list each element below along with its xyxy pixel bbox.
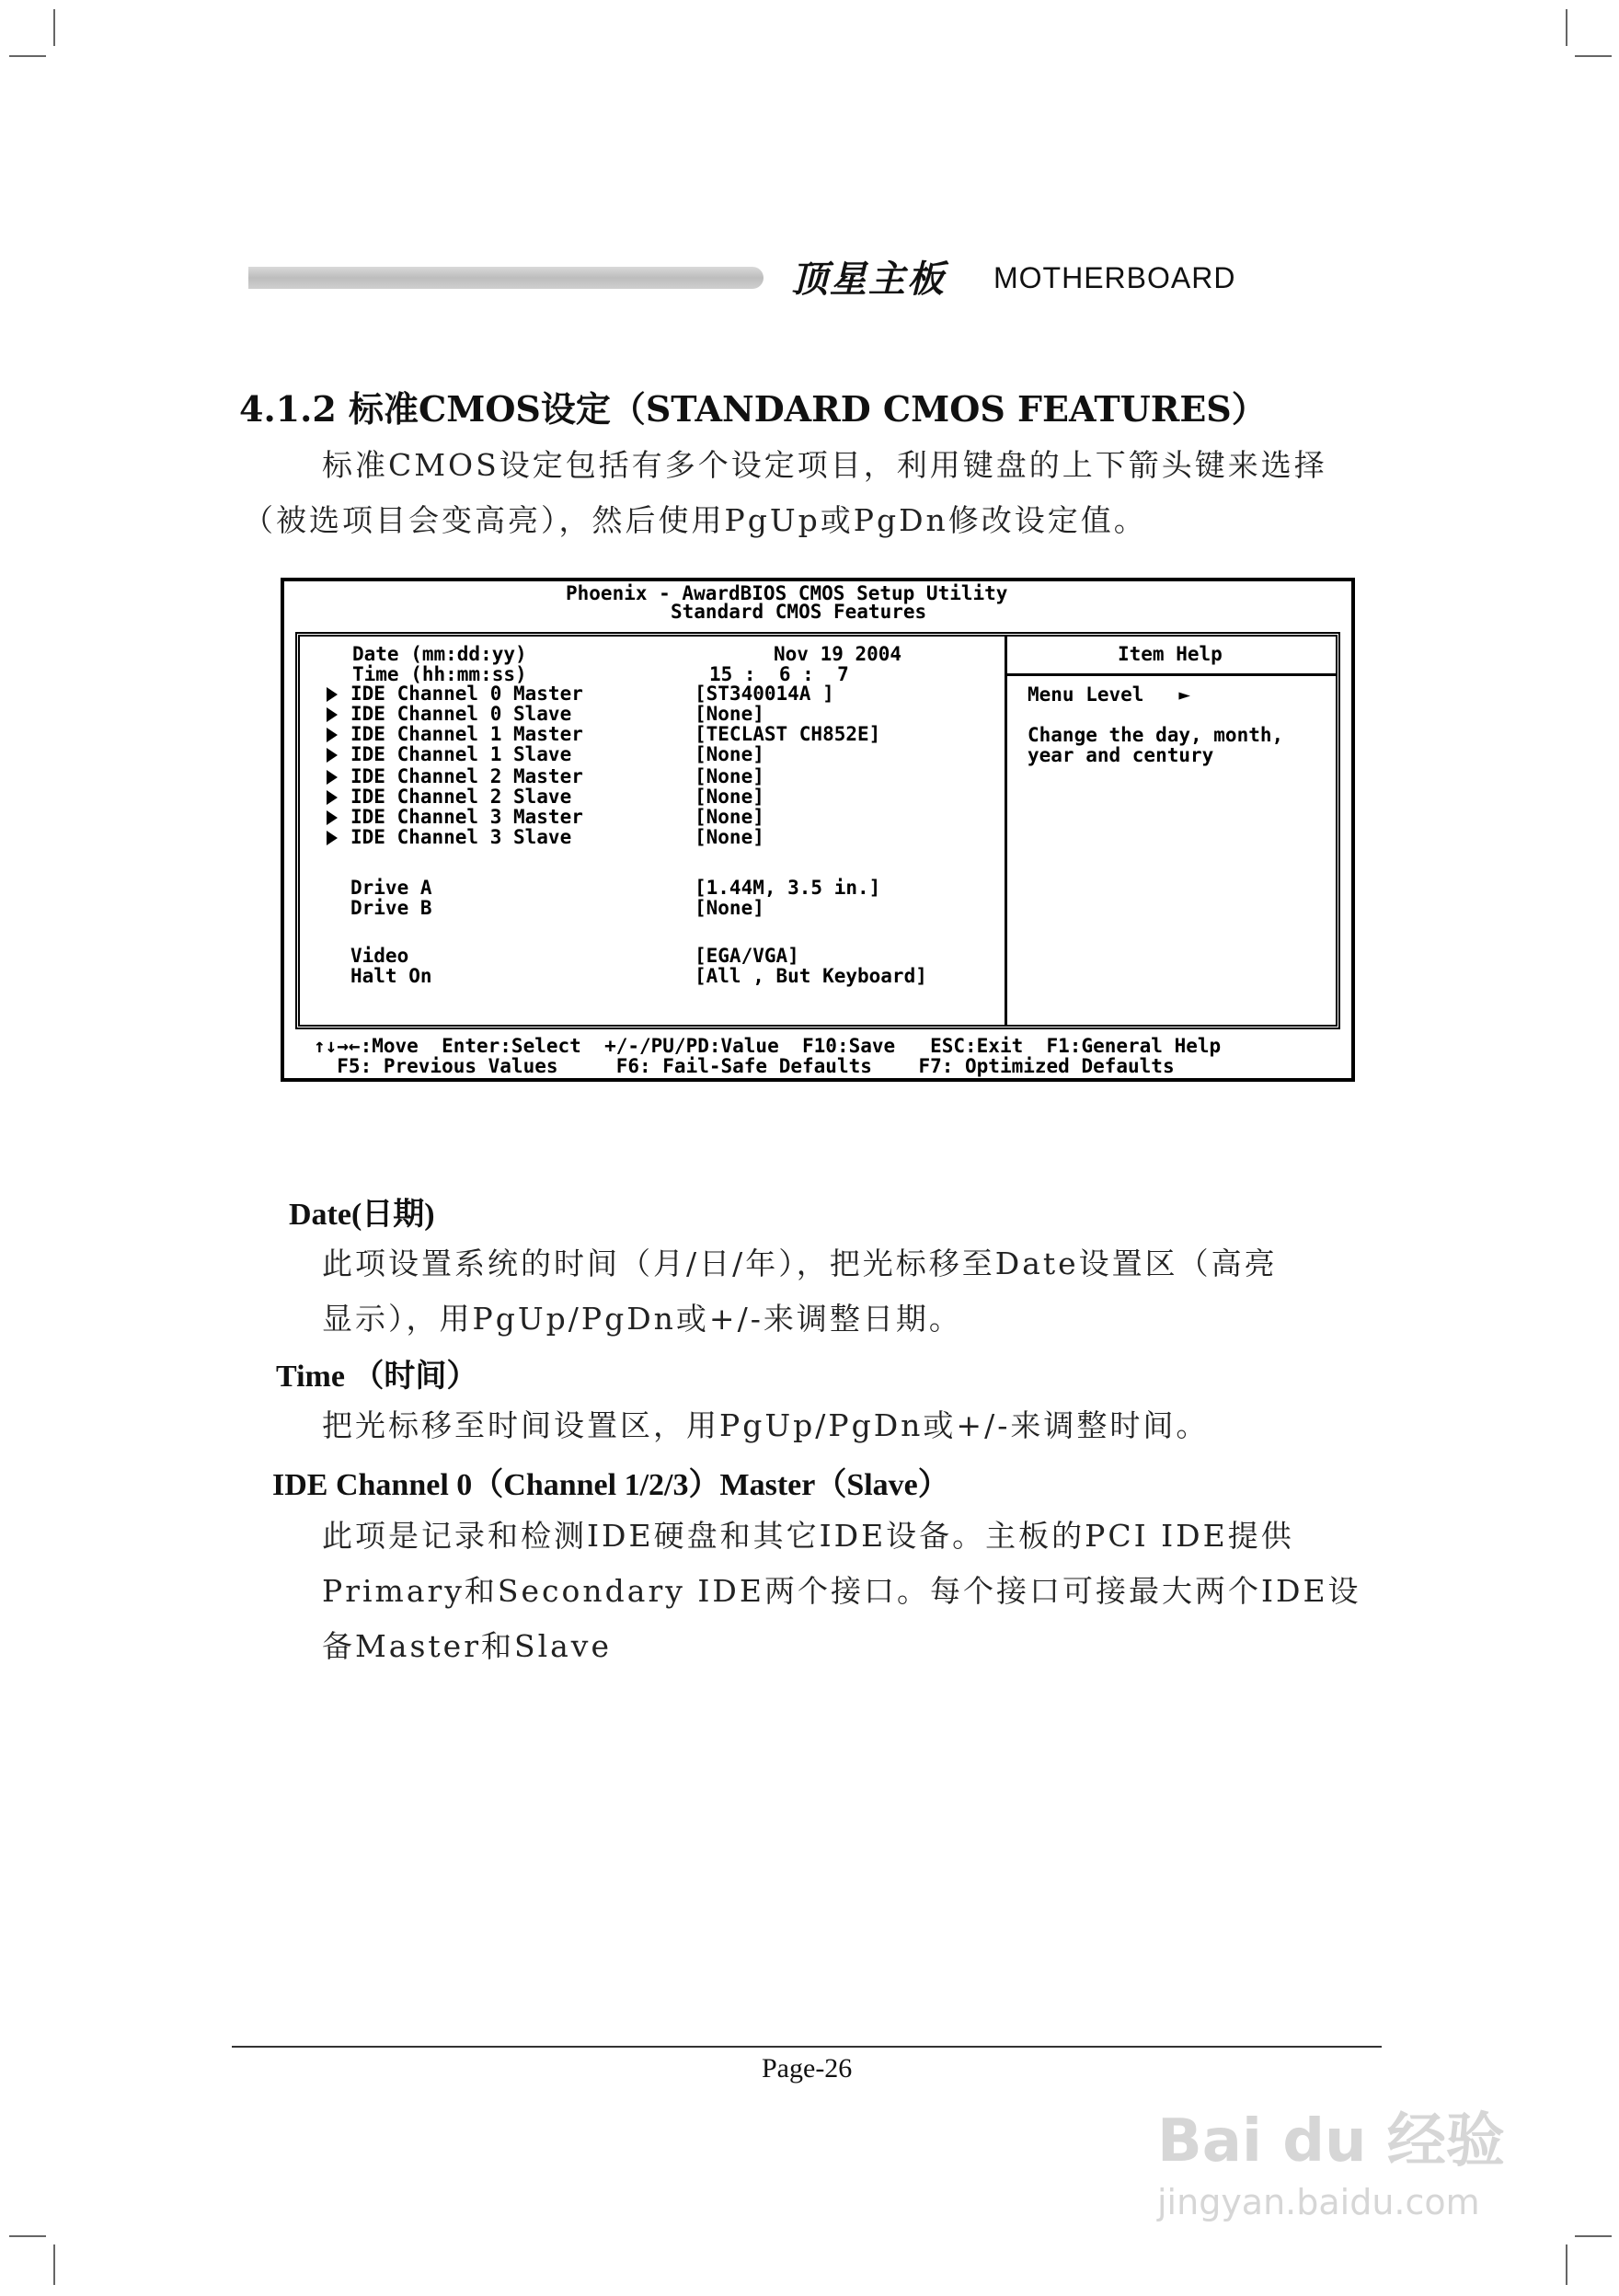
bios-row-value[interactable]: 15 : 6 : 7	[709, 663, 849, 685]
bios-row-halt[interactable]	[350, 966, 432, 986]
bios-row-drive-b[interactable]	[350, 898, 432, 918]
key-legend: F5: Previous Values F6: Fail-Safe Defaults F7: Optimized Defaults	[314, 1055, 1175, 1077]
crop-mark	[1575, 2235, 1612, 2237]
submenu-arrow-icon	[327, 790, 338, 805]
crop-mark	[1575, 55, 1612, 57]
item-text: 备Master和Slave	[322, 1628, 612, 1664]
crop-mark	[1566, 2244, 1567, 2285]
bios-row-value[interactable]: [None]	[695, 826, 764, 848]
bios-row-ide[interactable]	[327, 724, 583, 744]
submenu-arrow-icon	[327, 728, 338, 742]
key-legend: ↑↓→←:Move Enter:Select +/-/PU/PD:Value F10:Save ESC:Exit F1:General Help	[314, 1035, 1222, 1057]
footer-rule	[232, 2046, 1382, 2048]
help-text: Change the day, month,	[1028, 724, 1284, 746]
bios-row-label: Date (mm:dd:yy)	[352, 643, 527, 665]
bios-row-ide[interactable]	[327, 827, 571, 847]
bios-title: Phoenix - AwardBIOS CMOS Setup Utility	[566, 582, 1008, 604]
bios-row-ide[interactable]	[327, 807, 583, 827]
page-number: Page-26	[762, 2053, 853, 2084]
menu-level: Menu Level ►	[1028, 683, 1191, 706]
section-title: 4.1.2 标准CMOS设定（STANDARD CMOS FEATURES）	[239, 388, 1267, 430]
bios-row-date[interactable]	[352, 644, 527, 664]
bios-row-label: Time (hh:mm:ss)	[352, 663, 527, 685]
help-text: year and century	[1028, 744, 1214, 766]
header-brand: 顶星主板	[791, 258, 946, 301]
submenu-arrow-icon	[327, 707, 338, 722]
bios-row-label: IDE Channel 0 Slave	[350, 703, 572, 725]
bios-screenshot	[281, 578, 1355, 1082]
bios-row-label: Halt On	[350, 965, 432, 987]
bios-row-value[interactable]: [ST340014A ]	[695, 683, 834, 705]
intro-line: （被选项目会变高亮），然后使用PgUp或PgDn修改设定值。	[243, 502, 1147, 538]
bios-row-ide[interactable]	[327, 766, 583, 786]
bios-row-ide[interactable]	[327, 704, 571, 724]
crop-mark	[9, 2235, 46, 2237]
item-text: 此项设置系统的时间（月/日/年），把光标移至Date设置区（高亮	[322, 1246, 1278, 1281]
bios-row-value[interactable]: Nov 19 2004	[774, 643, 902, 665]
bios-row-value[interactable]: [None]	[695, 806, 764, 828]
bios-row-label: IDE Channel 3 Master	[350, 806, 583, 828]
bios-row-label: IDE Channel 1 Master	[350, 723, 583, 745]
bios-row-value[interactable]: [None]	[695, 765, 764, 787]
bios-help-rule	[1007, 673, 1337, 676]
bios-divider	[1005, 635, 1007, 1027]
item-text: 此项是记录和检测IDE硬盘和其它IDE设备。主板的PCI IDE提供	[322, 1518, 1294, 1554]
bios-row-time[interactable]	[352, 664, 527, 684]
bios-row-video[interactable]	[350, 946, 408, 966]
submenu-arrow-icon	[327, 748, 338, 763]
item-text: Primary和Secondary IDE两个接口。每个接口可接最大两个IDE设	[322, 1573, 1361, 1609]
header-bar	[248, 267, 764, 289]
bios-row-value[interactable]: [None]	[695, 786, 764, 808]
bios-row-label: IDE Channel 2 Master	[350, 765, 583, 787]
bios-row-value[interactable]: [None]	[695, 743, 764, 765]
bios-row-label: Drive A	[350, 877, 432, 899]
bios-row-ide[interactable]	[327, 786, 571, 807]
bios-row-value[interactable]: [EGA/VGA]	[695, 945, 799, 967]
bios-row-label: Drive B	[350, 897, 432, 919]
item-help-title: Item Help	[1118, 643, 1223, 665]
item-text: 把光标移至时间设置区，用PgUp/PgDn或+/-来调整时间。	[322, 1407, 1210, 1443]
bios-row-label: IDE Channel 3 Slave	[350, 826, 572, 848]
header-product: MOTHERBOARD	[993, 261, 1236, 294]
bios-row-label: IDE Channel 0 Master	[350, 683, 583, 705]
bios-subtitle: Standard CMOS Features	[671, 601, 927, 623]
bios-row-label: Video	[350, 945, 409, 967]
submenu-arrow-icon	[327, 770, 338, 785]
item-title-date: Date(日期)	[289, 1198, 435, 1232]
intro-line: 标准CMOS设定包括有多个设定项目，利用键盘的上下箭头键来选择	[322, 447, 1327, 483]
crop-mark	[53, 9, 55, 46]
submenu-arrow-icon	[327, 810, 338, 825]
submenu-arrow-icon	[327, 687, 338, 702]
crop-mark	[1566, 9, 1567, 46]
bios-row-ide[interactable]	[327, 683, 583, 704]
watermark-logo: Bai du 经验	[1157, 2107, 1505, 2175]
watermark-url: jingyan.baidu.com	[1157, 2182, 1480, 2222]
item-text: 显示），用PgUp/PgDn或+/-来调整日期。	[322, 1301, 962, 1337]
item-title-time: Time （时间）	[276, 1360, 478, 1394]
bios-row-label: IDE Channel 2 Slave	[350, 786, 572, 808]
bios-row-value[interactable]: [TECLAST CH852E]	[695, 723, 881, 745]
crop-mark	[9, 55, 46, 57]
item-title-ide: IDE Channel 0（Channel 1/2/3）Master（Slave）	[272, 1468, 949, 1502]
bios-row-value[interactable]: [All , But Keyboard]	[695, 965, 927, 987]
bios-row-value[interactable]: [None]	[695, 897, 764, 919]
bios-row-label: IDE Channel 1 Slave	[350, 743, 572, 765]
crop-mark	[53, 2244, 55, 2285]
submenu-arrow-icon	[327, 831, 338, 845]
bios-row-value[interactable]: [1.44M, 3.5 in.]	[695, 877, 881, 899]
bios-row-drive-a[interactable]	[350, 878, 432, 898]
bios-row-ide[interactable]	[327, 744, 571, 764]
bios-row-value[interactable]: [None]	[695, 703, 764, 725]
